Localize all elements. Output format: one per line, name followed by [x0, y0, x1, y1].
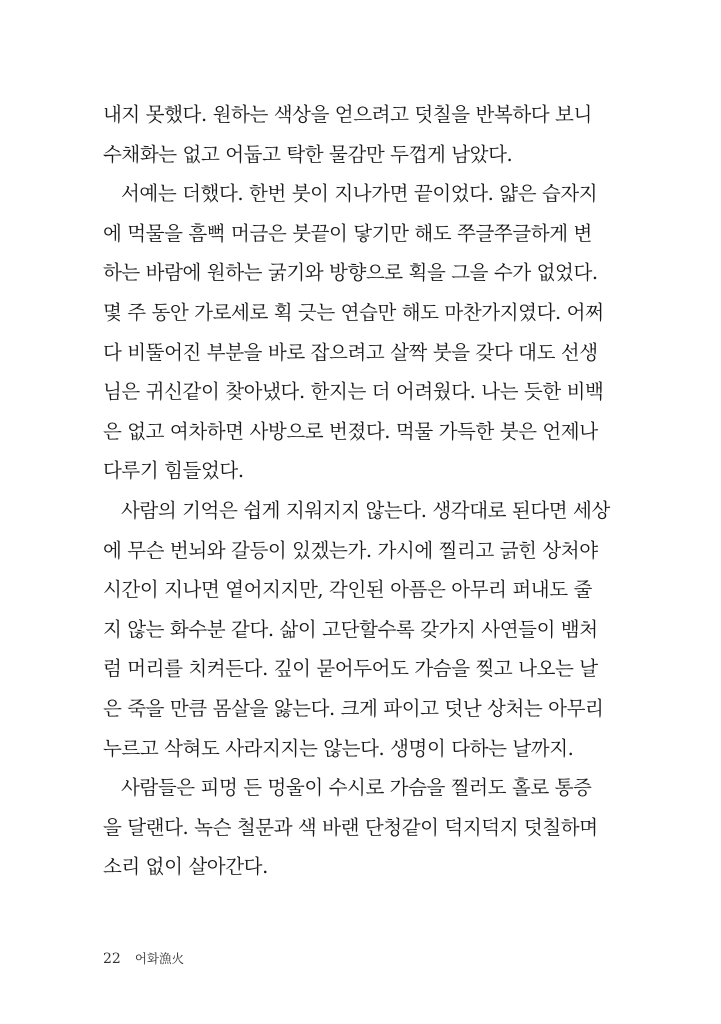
text-line: 에 먹물을 흠뻑 머금은 붓끝이 닿기만 해도 쭈글쭈글하게 변: [103, 221, 592, 245]
text-line: 사람의 기억은 쉽게 지워지지 않는다. 생각대로 된다면 세상: [121, 498, 610, 522]
text-line: 수채화는 없고 어둡고 탁한 물감만 두껍게 남았다.: [103, 142, 513, 166]
text-line: 사람들은 피멍 든 멍울이 수시로 가슴을 찔러도 홀로 통증: [121, 776, 592, 800]
text-line: 몇 주 동안 가로세로 획 긋는 연습만 해도 마찬가지였다. 어쩌: [103, 300, 604, 324]
text-line: 하는 바람에 원하는 굵기와 방향으로 획을 그을 수가 없었다.: [103, 261, 598, 285]
text-line: 다 비뚤어진 부분을 바로 잡으려고 살짝 붓을 갖다 대도 선생: [103, 340, 598, 364]
text-line: 소리 없이 살아간다.: [103, 855, 268, 879]
text-line: 지 않는 화수분 같다. 삶이 고단할수록 갖가지 사연들이 뱀처: [103, 617, 598, 641]
text-line: 을 달랜다. 녹슨 철문과 색 바랜 단청같이 덕지덕지 덧칠하며: [103, 815, 598, 839]
text-line: 은 없고 여차하면 사방으로 번졌다. 먹물 가득한 붓은 언제나: [103, 419, 598, 443]
text-line: 님은 귀신같이 찾아냈다. 한지는 더 어려웠다. 나는 듯한 비백: [103, 380, 604, 404]
text-line: 서예는 더했다. 한번 붓이 지나가면 끝이었다. 얇은 습자지: [121, 182, 598, 206]
text-line: 은 죽을 만큼 몸살을 앓는다. 크게 파이고 덧난 상처는 아무리: [103, 696, 604, 720]
book-title: 어화漁火: [134, 951, 184, 966]
text-line: 에 무슨 번뇌와 갈등이 있겠는가. 가시에 찔리고 긁힌 상처야: [103, 538, 598, 562]
page-footer: [103, 949, 184, 967]
text-line: 시간이 지나면 옅어지지만, 각인된 아픔은 아무리 퍼내도 줄: [103, 578, 592, 602]
body-text: [103, 95, 610, 887]
text-line: 누르고 삭혀도 사라지지는 않는다. 생명이 다하는 날까지.: [103, 736, 574, 760]
text-line: 다루기 힘들었다.: [103, 459, 244, 483]
page-number: 22: [103, 951, 121, 967]
text-line: 내지 못했다. 원하는 색상을 얻으려고 덧칠을 반복하다 보니: [103, 103, 592, 126]
text-line: 럼 머리를 치켜든다. 깊이 묻어두어도 가슴을 찢고 나오는 날: [103, 657, 598, 681]
